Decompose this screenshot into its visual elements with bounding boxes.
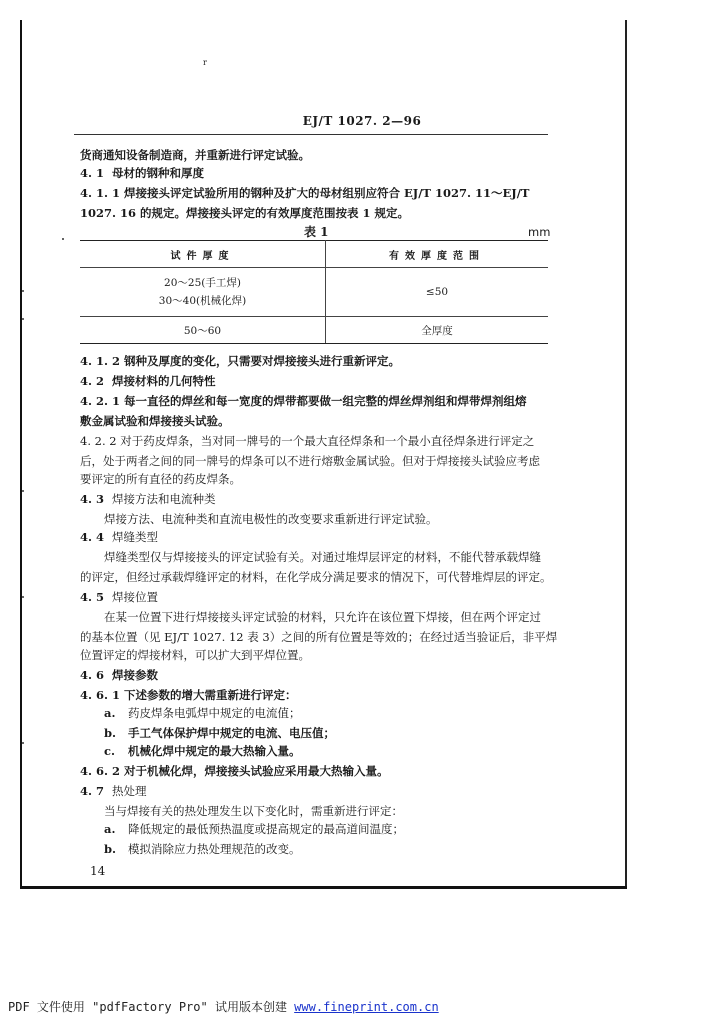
table-cell-range: 全厚度	[326, 317, 549, 344]
section-number: 4. 1	[80, 166, 105, 180]
paragraph-line: 要评定的所有直径的药皮焊条。	[80, 472, 241, 486]
list-marker: a.	[104, 822, 116, 836]
table-header-range: 有效厚度范围	[326, 241, 549, 268]
paragraph-line: 4. 2. 2 对于药皮焊条，当对同一牌号的一个最大直径焊条和一个最小直径焊条进行评定之	[80, 434, 535, 448]
paragraph-line: 4. 6. 2 对于机械化焊，焊接接头试验应采用最大热输入量。	[80, 764, 389, 778]
table-cell-range: ≤50	[326, 268, 549, 317]
page-border-left	[20, 20, 22, 888]
scan-dot	[22, 318, 24, 320]
list-item: 药皮焊条电弧焊中规定的电流值；	[128, 706, 301, 720]
section-heading: 母材的钢种和厚度	[112, 166, 204, 180]
section-heading: 焊接材料的几何特性	[112, 374, 216, 388]
section-number: 4. 5	[80, 590, 105, 604]
section-number: 4. 6	[80, 668, 105, 682]
thickness-table	[80, 240, 548, 344]
paragraph-line: 4. 6. 1 下述参数的增大需重新进行评定：	[80, 688, 297, 702]
paragraph-line: 1027. 16 的规定。焊接接头评定的有效厚度范围按表 1 规定。	[80, 206, 410, 220]
paragraph-line: 的评定，但经过承载焊缝评定的材料，在化学成分满足要求的情况下，可代替堆焊层的评定。	[80, 570, 552, 584]
page-number: 14	[90, 864, 106, 878]
table-row	[80, 317, 548, 344]
list-item: 降低规定的最低预热温度或提高规定的最高道间温度；	[128, 822, 404, 836]
list-marker: b.	[104, 726, 117, 740]
standard-code-header: EJ/T 1027. 2—96	[302, 114, 422, 128]
fineprint-link[interactable]: www.fineprint.com.cn	[294, 1000, 439, 1014]
paragraph-line: 当与焊接有关的热处理发生以下变化时，需重新进行评定：	[104, 804, 403, 818]
paragraph-line: 货商通知设备制造商，并重新进行评定试验。	[80, 148, 310, 162]
table-cell-thickness	[80, 268, 326, 317]
paragraph-line: 4. 1. 2 钢种及厚度的变化，只需要对焊接接头进行重新评定。	[80, 354, 401, 368]
list-item: 机械化焊中规定的最大热输入量。	[128, 744, 301, 758]
section-heading: 热处理	[112, 784, 147, 798]
scan-mark: r	[203, 58, 207, 67]
thickness-mechanized: 30～40(机械化焊)	[158, 295, 247, 307]
paragraph-line: 位置评定的焊接材料，可以扩大到平焊位置。	[80, 648, 310, 662]
table-header-row	[80, 241, 548, 268]
page-border-bottom	[20, 886, 627, 889]
scan-dot	[22, 290, 24, 292]
paragraph-line: 敷金属试验和焊接接头试验。	[80, 414, 230, 428]
scan-dot	[22, 742, 24, 744]
thickness-manual: 20～25(手工焊)	[164, 277, 241, 289]
section-number: 4. 3	[80, 492, 105, 506]
section-number: 4. 2	[80, 374, 105, 388]
section-heading: 焊缝类型	[112, 530, 158, 544]
table-cell-thickness: 50～60	[80, 317, 326, 344]
pdf-watermark-footer	[8, 998, 439, 1015]
table-caption: 表 1	[304, 225, 329, 239]
paragraph-line: 在某一位置下进行焊接接头评定试验的材料，只允许在该位置下焊接，但在两个评定过	[104, 610, 541, 624]
table-row	[80, 268, 548, 317]
section-heading: 焊接位置	[112, 590, 158, 604]
list-marker: b.	[104, 842, 117, 856]
scan-dot	[22, 596, 24, 598]
footer-text: PDF 文件使用 "pdfFactory Pro" 试用版本创建	[8, 1000, 295, 1014]
scan-dot	[22, 490, 24, 492]
paragraph-line: 焊接方法、电流种类和直流电极性的改变要求重新进行评定试验。	[104, 512, 438, 526]
list-marker: c.	[104, 744, 116, 758]
paragraph-line: 的基本位置（见 EJ/T 1027. 12 表 3）之间的所有位置是等效的；在经过适当验证后，非平焊	[80, 630, 558, 644]
table-unit: mm	[528, 225, 551, 239]
paragraph-line: 4. 2. 1 每一直径的焊丝和每一宽度的焊带都要做一组完整的焊丝焊剂组和焊带焊剂组熔	[80, 394, 527, 408]
page-border-right	[625, 20, 627, 888]
list-item: 模拟消除应力热处理规范的改变。	[128, 842, 301, 856]
table-header-thickness: 试件厚度	[80, 241, 326, 268]
paragraph-line: 4. 1. 1 焊接接头评定试验所用的钢种及扩大的母材组别应符合 EJ/T 1027. 11～EJ/T	[80, 186, 530, 200]
paragraph-line: 后，处于两者之间的同一牌号的焊条可以不进行熔敷金属试验。但对于焊接接头试验应考虑	[80, 454, 540, 468]
list-item: 手工气体保护焊中规定的电流、电压值；	[128, 726, 335, 740]
scan-dot	[62, 238, 64, 240]
section-number: 4. 4	[80, 530, 105, 544]
section-number: 4. 7	[80, 784, 105, 798]
paragraph-line: 焊缝类型仅与焊接接头的评定试验有关。对通过堆焊层评定的材料，不能代替承载焊缝	[104, 550, 541, 564]
header-rule	[74, 134, 548, 135]
list-marker: a.	[104, 706, 116, 720]
section-heading: 焊接方法和电流种类	[112, 492, 216, 506]
section-heading: 焊接参数	[112, 668, 158, 682]
